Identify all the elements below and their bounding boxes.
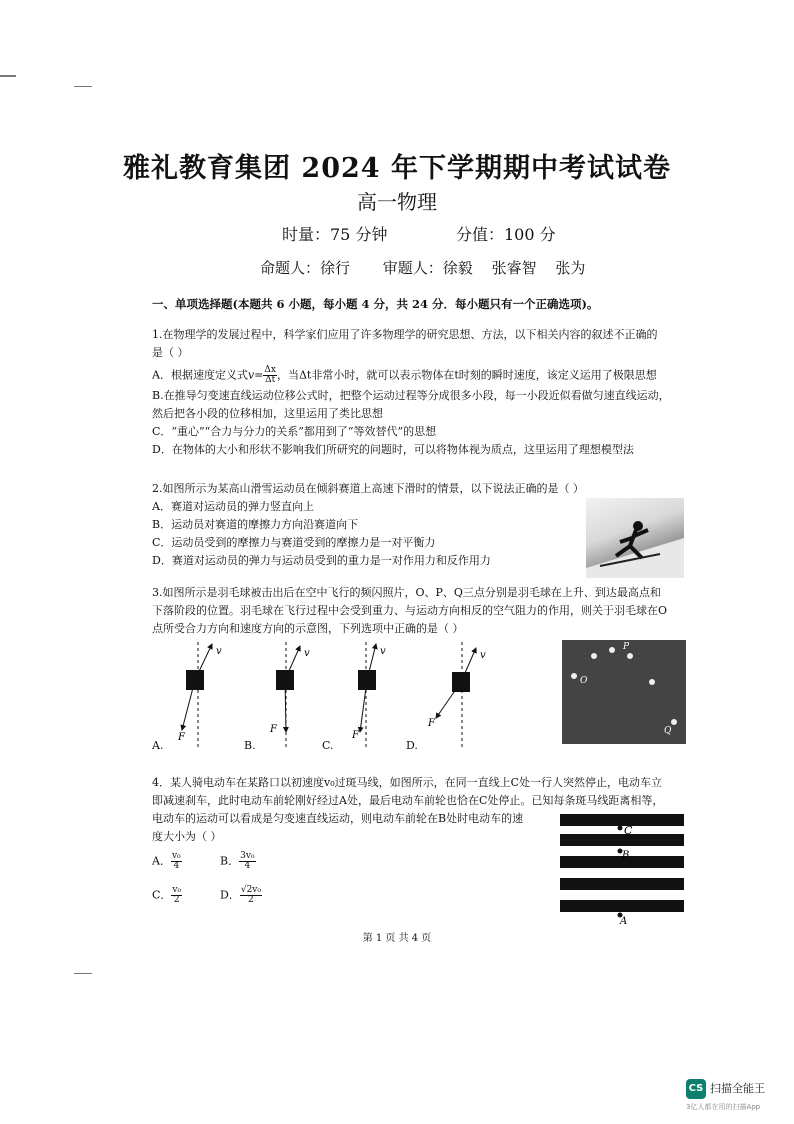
- point-o-label: O: [580, 676, 588, 686]
- q1-option-a: [152, 366, 692, 385]
- point-c-label: C: [624, 824, 633, 837]
- q4-stem-line: 电动车的运动可以看成是匀变速直线运动，则电动车前轮在B处时电动车的速: [152, 812, 524, 825]
- force-label: F: [178, 732, 185, 743]
- velocity-label: v: [380, 646, 386, 657]
- q1-stem-line: 是（ ）: [152, 346, 189, 359]
- page-footer: 第 1 页 共 4 页: [362, 933, 432, 944]
- q2-option-c: C．运动员受到的摩擦力与赛道受到的摩擦力是一对平衡力: [152, 536, 436, 549]
- q4-option-d-frac: [240, 886, 262, 905]
- section-heading: 一、单项选择题(本题共 6 小题，每小题 4 分，共 24 分．每小题只有一个正确选项)。: [152, 297, 599, 311]
- reviewers-label: 审题人：徐毅: [382, 259, 473, 277]
- velocity-label: v: [216, 646, 222, 657]
- diagram-a: [177, 642, 222, 748]
- q1-stem-line: 1.在物理学的发展过程中，科学家们应用了许多物理学的研究思想、方法，以下相关内容的叙述不正确的: [152, 328, 658, 341]
- q4-option-b-frac: [239, 852, 255, 871]
- camscanner-logo: CS: [686, 1079, 706, 1099]
- exam-duration: 时量：75 分钟: [282, 225, 388, 244]
- q1-option-d: D．在物体的大小和形状不影响我们所研究的问题时，可以将物体视为质点，这里运用了理想模型法: [152, 443, 634, 456]
- option-letter: A．: [152, 854, 171, 868]
- frac-den: 4: [173, 861, 180, 871]
- shuttlecock-photo: [562, 640, 686, 744]
- exam-title: 雅礼教育集团 2024 年下学期期中考试试卷: [123, 153, 671, 184]
- skier-photo: [586, 498, 684, 578]
- q4-option-b: [220, 852, 256, 871]
- q3-option-b: B.: [244, 739, 256, 752]
- option-letter: C．: [152, 888, 172, 902]
- scan-mark: [0, 75, 16, 77]
- exam-authors: [260, 257, 591, 278]
- q1-fraction-den: Δt: [265, 375, 276, 385]
- exam-subject: 高一物理: [357, 190, 437, 214]
- q1-option-c: C．“重心”“合力与分力的关系”都用到了“等效替代”的思想: [152, 425, 437, 438]
- exam-total-score: 分值：100 分: [456, 225, 556, 244]
- q2-option-b: B．运动员对赛道的摩擦力方向沿赛道向下: [152, 518, 359, 531]
- q1-option-b-cont: 然后把各小段的位移相加，这里运用了类比思想: [152, 407, 383, 420]
- q4-option-a-frac: [171, 852, 182, 871]
- force-label: F: [428, 718, 435, 729]
- camscanner-brand: 扫描全能王: [710, 1082, 765, 1095]
- q4-option-c: [152, 886, 182, 905]
- q4-option-a: [152, 852, 182, 871]
- option-letter: B．: [220, 854, 240, 868]
- q1-option-a-text: A．根据速度定义式: [152, 368, 248, 382]
- frac-den: 4: [244, 861, 251, 871]
- q4-option-c-frac: [171, 886, 182, 905]
- diagram-c: [351, 642, 386, 748]
- camscanner-tagline: 3亿人都在用的扫描App: [686, 1103, 761, 1111]
- diagram-b: [269, 642, 310, 748]
- q1-fraction: [263, 366, 277, 385]
- setter-label: 命题人：徐行: [260, 259, 351, 277]
- skier-figure: [586, 498, 684, 578]
- zebra-crossing-diagram: [556, 814, 690, 926]
- frac-den: 2: [248, 895, 254, 905]
- velocity-label: v: [304, 648, 310, 659]
- force-label: F: [270, 724, 277, 735]
- option-letter: D．: [220, 888, 240, 902]
- force-label: F: [352, 730, 359, 741]
- q2-stem: 2.如图所示为某高山滑雪运动员在倾斜赛道上高速下滑时的情景，以下说法正确的是（ ）: [152, 482, 584, 495]
- q1-option-b: B.在推导匀变速直线运动位移公式时，把整个运动过程等分成很多小段，每一小段近似看做匀速直线运动，: [152, 389, 670, 402]
- frac-num: √2v₀: [240, 885, 261, 895]
- frac-num: 3v₀: [240, 851, 255, 861]
- q1-velocity-symbol: v: [247, 368, 255, 382]
- scan-mark: [74, 86, 92, 87]
- scan-mark: [74, 973, 92, 974]
- q2-option-a: A．赛道对运动员的弹力竖直向上: [152, 500, 314, 513]
- q3-option-a: A.: [152, 739, 164, 752]
- q1-equals: =: [254, 368, 264, 382]
- q3-stem-line: 点所受合力方向和速度方向的示意图，下列选项中正确的是（ ）: [152, 622, 464, 635]
- q1-fraction-num: Δx: [264, 365, 276, 375]
- frac-num: v₀: [171, 851, 181, 861]
- diagram-d: [427, 642, 486, 748]
- q3-stem-line: 下落阶段的位置。羽毛球在飞行过程中会受到重力、与运动方向相反的空气阻力的作用，则关于羽毛球在O: [152, 604, 668, 617]
- q4-stem-line: 4．某人骑电动车在某路口以初速度v₀过斑马线，如图所示，在同一直线上C处一行人突然停止，电动车立: [152, 776, 663, 789]
- q1-option-a-suffix: ，当Δt非常小时，就可以表示物体在t时刻的瞬时速度，该定义运用了极限思想: [276, 368, 657, 382]
- q4-stem-line: 度大小为（ ）: [152, 830, 222, 843]
- reviewer-name: 张睿智: [491, 259, 537, 277]
- q2-option-d: D．赛道对运动员的弹力与运动员受到的重力是一对作用力和反作用力: [152, 554, 491, 567]
- q3-option-c: C.: [322, 739, 334, 752]
- point-b-label: B: [622, 850, 630, 861]
- frac-den: 2: [173, 895, 180, 905]
- question-1: [152, 326, 692, 459]
- q4-stem-line: 即减速刹车，此时电动车前轮刚好经过A处，最后电动车前轮也恰在C处停止。已知每条斑马线距离相等，: [152, 794, 664, 807]
- q3-diagrams: [150, 640, 490, 752]
- question-3: [152, 584, 692, 638]
- q3-option-d: D.: [406, 739, 418, 752]
- point-p-label: P: [623, 642, 630, 652]
- frac-num: v₀: [172, 885, 182, 895]
- velocity-label: v: [480, 650, 486, 661]
- reviewer-name: 张为: [555, 259, 586, 277]
- q3-stem-line: 3.如图所示是羽毛球被击出后在空中飞行的频闪照片，O、P、Q三点分别是羽毛球在上升、到达最高点和: [152, 586, 661, 599]
- point-a-label: A: [620, 916, 628, 926]
- point-q-label: Q: [664, 726, 672, 736]
- q4-option-d: [220, 886, 262, 905]
